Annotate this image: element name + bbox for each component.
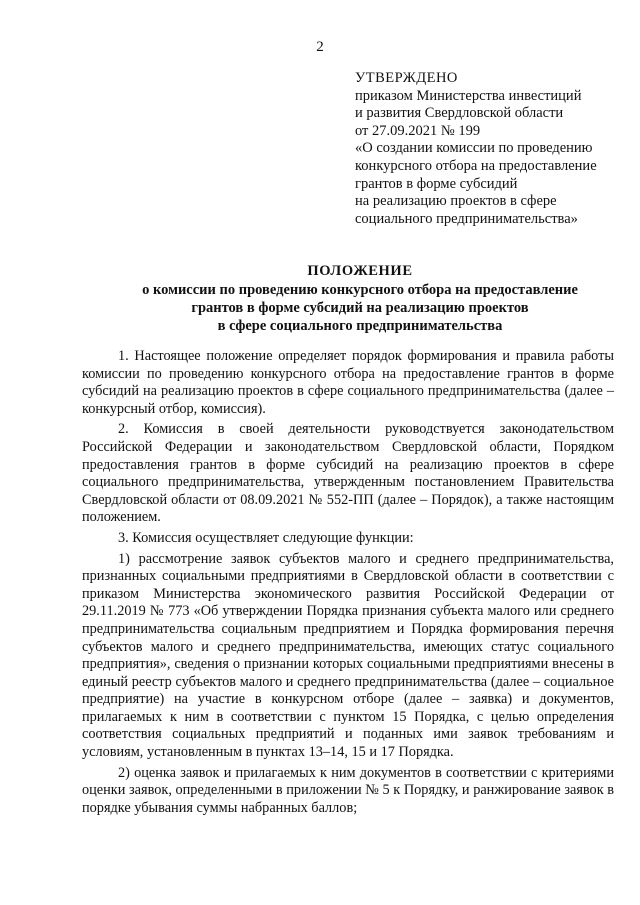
title-line: в сфере социального предпринимательства [217, 318, 503, 334]
paragraph-2: 2. Комиссия в своей деятельности руководствуется законодательством Российской Федерации и законодательством Свердловской области, Порядком предоставления грантов в форме субсидий на реализацию проектов в сфере социального предпринимательства, утвержденным постановлением Правительства Свердловской области от 08.09.2021 № 552-ПП (далее – Порядок), а также настоящим положением. [82, 421, 614, 526]
paragraph-3-item-2: 2) оценка заявок и прилагаемых к ним документов в соответствии с критериями оценки заявок, определенными в приложении № 5 к Порядку, и ранжирование заявок в порядке убывания суммы набранных баллов; [82, 764, 614, 816]
approval-line: приказом Министерства инвестиций [355, 87, 582, 104]
approval-line: «О создании комиссии по проведению [355, 140, 593, 157]
approval-line: грантов в форме субсидий [355, 175, 518, 192]
title-line: о комиссии по проведению конкурсного отбора на предоставление [142, 282, 578, 298]
paragraph-3: 3. Комиссия осуществляет следующие функции: [118, 529, 414, 546]
approval-line: на реализацию проектов в сфере [355, 193, 557, 210]
document-title [80, 262, 640, 335]
title-line: грантов в форме субсидий на реализацию проектов [191, 300, 529, 316]
page-number: 2 [316, 39, 324, 55]
document-body [82, 348, 614, 820]
approval-line: социального предпринимательства» [355, 210, 578, 227]
paragraph-3-item-1: 1) рассмотрение заявок субъектов малого и среднего предпринимательства, признанных социальными предприятиями в Свердловской области в соответствии с приказом Министерства экономического развития Российской Федерации от 29.11.2019 № 773 «Об утверждении Порядка признания субъекта малого или среднего предпринимательства социальным предприятием и Порядка формирования перечня субъектов малого и среднего предпринимательства, имеющих статус социального предприятия», сведения о признании которых социальными предприятиями внесены в единый реестр субъектов малого и среднего предпринимательства (далее – социальное предприятие) на участие в конкурсном отборе (далее – заявка) и документов, прилагаемых к ним в соответствии с пунктом 15 Порядка, с целью определения соответствия социальных предприятий и поданных ими заявок требованиям и условиям, установленным в пунктах 13–14, 15 и 17 Порядка. [82, 550, 614, 761]
approval-heading: УТВЕРЖДЕНО [355, 70, 458, 86]
approval-line: конкурсного отбора на предоставление [355, 157, 597, 174]
approval-stamp [355, 70, 615, 228]
paragraph-1: 1. Настоящее положение определяет порядок формирования и правила работы комиссии по проведению конкурсного отбора на предоставление грантов в форме субсидий на реализацию проектов в сфере социального предпринимательства (далее – конкурсный отбор, комиссия). [82, 348, 614, 417]
title-main: ПОЛОЖЕНИЕ [307, 263, 413, 279]
approval-line: от 27.09.2021 № 199 [355, 122, 481, 139]
approval-line: и развития Свердловской области [355, 105, 564, 122]
